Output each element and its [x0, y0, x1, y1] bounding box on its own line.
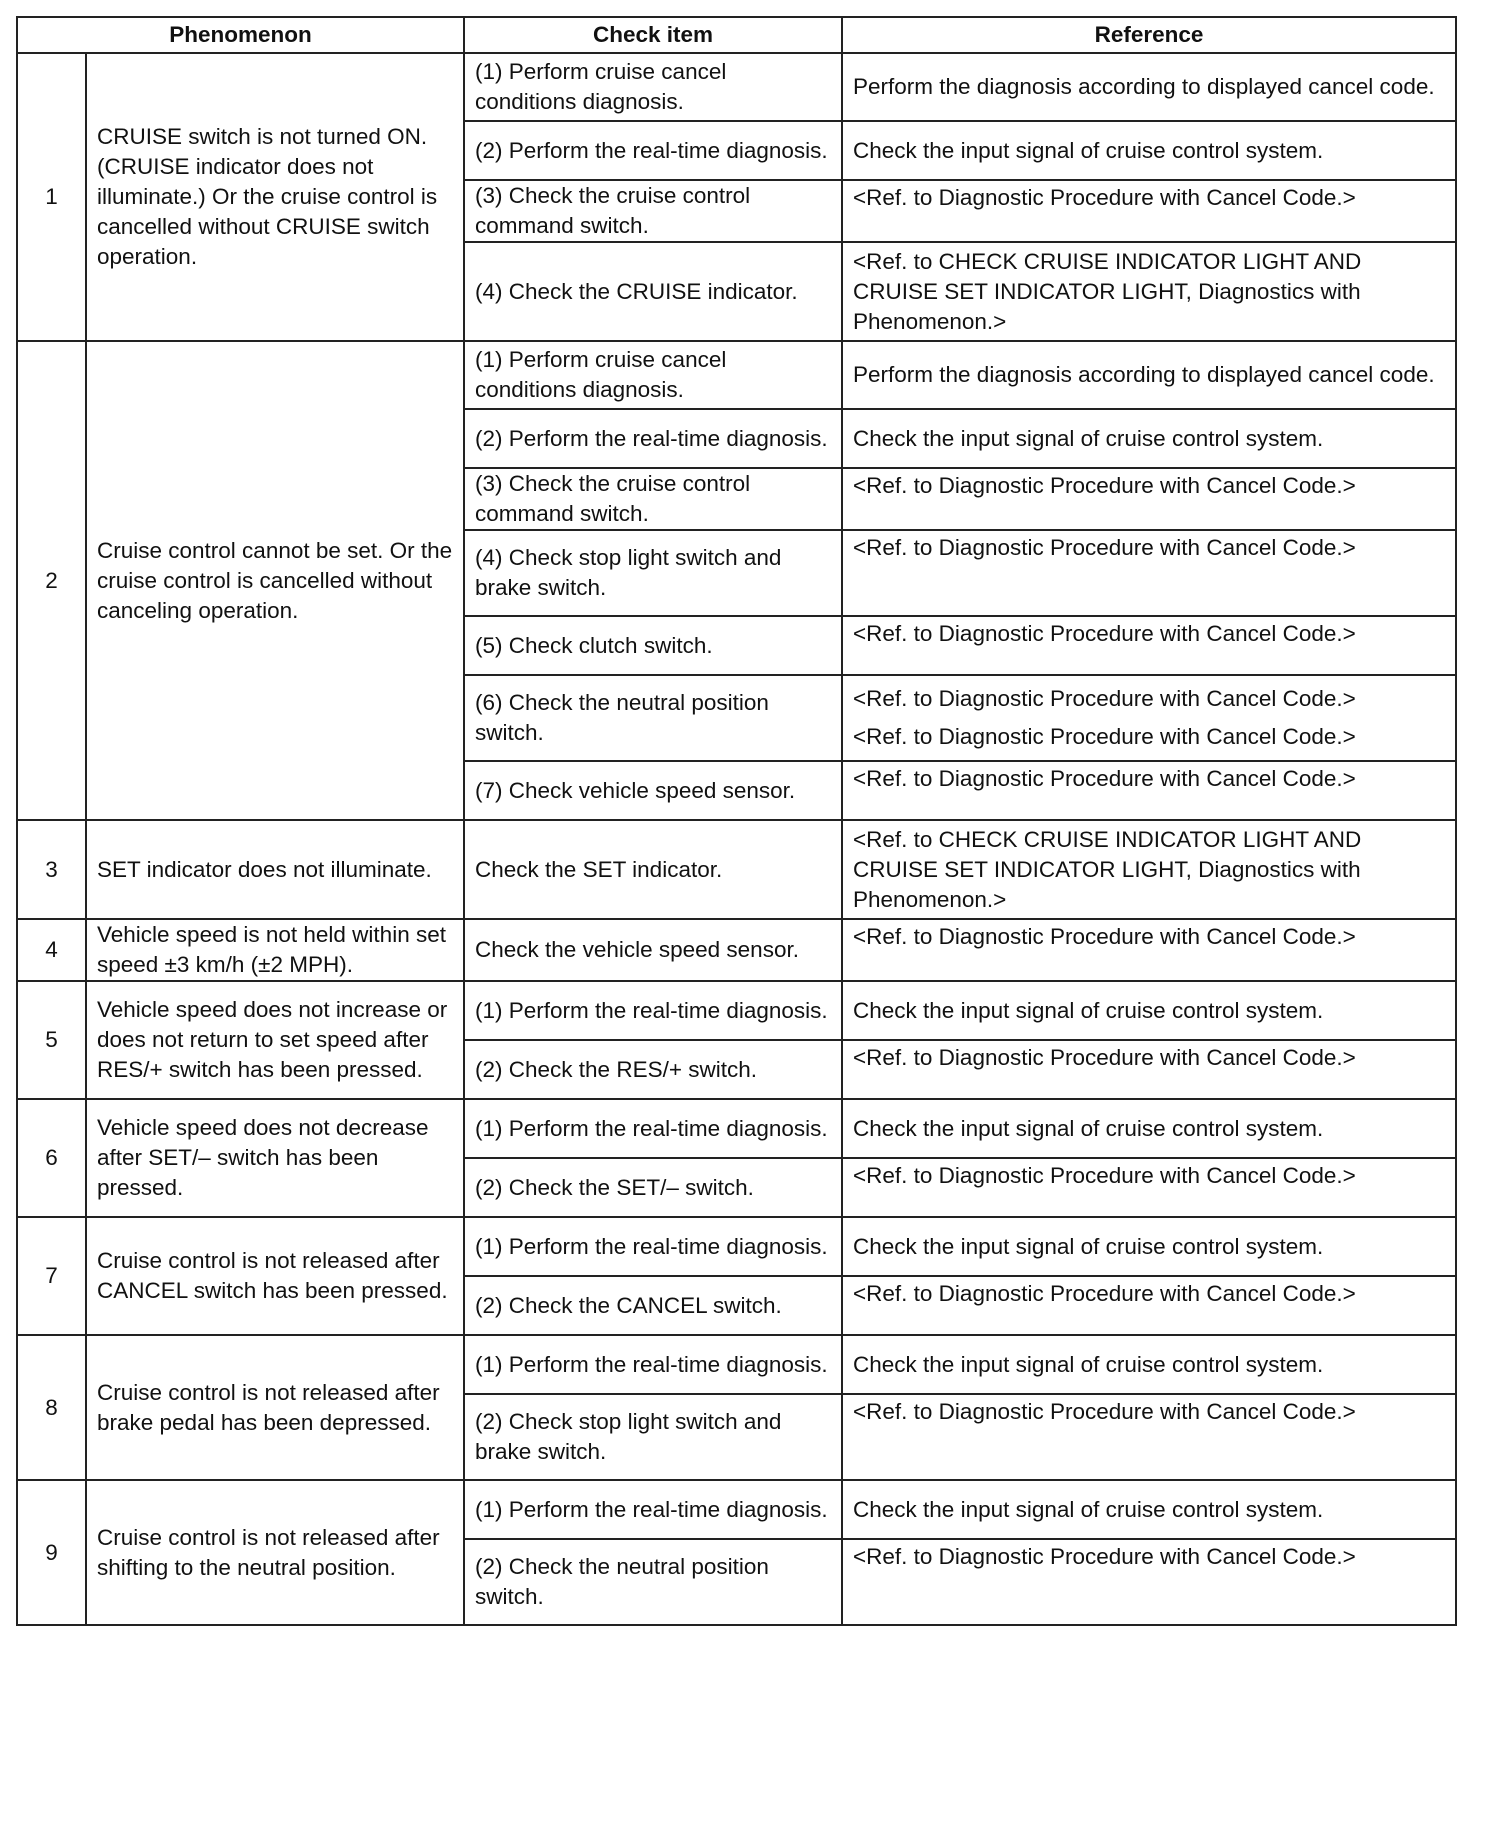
check-item-cell: (1) Perform cruise cancel conditions diagnosis.: [464, 53, 842, 121]
table-row: [17, 53, 1456, 121]
check-item-cell: (1) Perform the real-time diagnosis.: [464, 1217, 842, 1276]
reference-cell: [842, 468, 1456, 530]
reference-cell: [842, 1217, 1456, 1276]
check-item-cell: (2) Check the neutral position switch.: [464, 1539, 842, 1625]
reference-cell: [842, 530, 1456, 616]
check-item-cell: (2) Check the CANCEL switch.: [464, 1276, 842, 1335]
reference-text: <Ref. to Diagnostic Procedure with Cancel Code.>: [853, 686, 1356, 711]
reference-text: <Ref. to Diagnostic Procedure with Cancel Code.>: [853, 473, 1356, 498]
phenomenon-cell: Cruise control is not released after CANCEL switch has been pressed.: [86, 1217, 464, 1335]
table-row: [17, 820, 1456, 919]
reference-text: <Ref. to Diagnostic Procedure with Cancel Code.>: [853, 924, 1356, 949]
reference-cell: [842, 1394, 1456, 1480]
reference-text: Check the input signal of cruise control system.: [853, 1233, 1324, 1259]
reference-text: Check the input signal of cruise control system.: [853, 1351, 1324, 1377]
reference-cell: [842, 820, 1456, 919]
reference-text: Check the input signal of cruise control system.: [853, 137, 1324, 163]
reference-cell: [842, 1335, 1456, 1394]
table-row: [17, 1099, 1456, 1158]
reference-text: <Ref. to Diagnostic Procedure with Cancel Code.>: [853, 1281, 1356, 1306]
phenomenon-cell: Cruise control is not released after shifting to the neutral position.: [86, 1480, 464, 1625]
reference-cell: [842, 409, 1456, 468]
reference-text: Check the input signal of cruise control system.: [853, 1115, 1324, 1141]
row-number: 1: [17, 53, 86, 341]
phenomenon-cell: Vehicle speed is not held within set speed ±3 km/h (±2 MPH).: [86, 919, 464, 981]
check-item-cell: (1) Perform the real-time diagnosis.: [464, 981, 842, 1040]
reference-cell: [842, 919, 1456, 981]
row-number: 9: [17, 1480, 86, 1625]
diagnostics-table: [16, 16, 1457, 1626]
phenomenon-cell: Cruise control is not released after brake pedal has been depressed.: [86, 1335, 464, 1480]
row-number: 3: [17, 820, 86, 919]
header-row: [17, 17, 1456, 53]
reference-text: <Ref. to CHECK CRUISE INDICATOR LIGHT AND CRUISE SET INDICATOR LIGHT, Diagnostics with Phenomenon.>: [853, 248, 1362, 334]
table-row: [17, 1480, 1456, 1539]
table-row: [17, 1217, 1456, 1276]
check-item-cell: (6) Check the neutral position switch.: [464, 675, 842, 761]
reference-text: <Ref. to Diagnostic Procedure with Cancel Code.>: [853, 535, 1356, 560]
table-row: [17, 919, 1456, 981]
check-item-cell: (1) Perform the real-time diagnosis.: [464, 1335, 842, 1394]
row-number: 8: [17, 1335, 86, 1480]
check-item-cell: (2) Perform the real-time diagnosis.: [464, 121, 842, 180]
phenomenon-cell: CRUISE switch is not turned ON. (CRUISE indicator does not illuminate.) Or the cruise control is cancelled without CRUISE switch operation.: [86, 53, 464, 341]
phenomenon-cell: Cruise control cannot be set. Or the cruise control is cancelled without canceling operation.: [86, 341, 464, 820]
phenomenon-cell: Vehicle speed does not decrease after SET/– switch has been pressed.: [86, 1099, 464, 1217]
check-item-cell: (3) Check the cruise control command switch.: [464, 180, 842, 242]
check-item-cell: (1) Perform cruise cancel conditions diagnosis.: [464, 341, 842, 409]
header-phenomenon: Phenomenon: [17, 17, 464, 53]
reference-cell: [842, 1480, 1456, 1539]
reference-text: <Ref. to Diagnostic Procedure with Cancel Code.>: [853, 1045, 1356, 1070]
reference-text: <Ref. to Diagnostic Procedure with Cancel Code.>: [853, 185, 1356, 210]
header-check-item: Check item: [464, 17, 842, 53]
check-item-cell: (5) Check clutch switch.: [464, 616, 842, 675]
check-item-cell: (7) Check vehicle speed sensor.: [464, 761, 842, 820]
reference-text: Check the input signal of cruise control system.: [853, 997, 1324, 1023]
reference-text: <Ref. to CHECK CRUISE INDICATOR LIGHT AND CRUISE SET INDICATOR LIGHT, Diagnostics with Phenomenon.>: [853, 826, 1362, 912]
table-row: [17, 981, 1456, 1040]
row-number: 2: [17, 341, 86, 820]
row-number: 5: [17, 981, 86, 1099]
reference-cell: [842, 1158, 1456, 1217]
check-item-cell: (2) Check stop light switch and brake switch.: [464, 1394, 842, 1480]
reference-text: Perform the diagnosis according to displayed cancel code.: [853, 74, 1435, 99]
reference-text: <Ref. to Diagnostic Procedure with Cancel Code.>: [853, 1544, 1356, 1569]
reference-cell: [842, 1539, 1456, 1625]
check-item-cell: (3) Check the cruise control command switch.: [464, 468, 842, 530]
check-item-cell: (2) Perform the real-time diagnosis.: [464, 409, 842, 468]
reference-text: <Ref. to Diagnostic Procedure with Cancel Code.>: [853, 621, 1356, 646]
row-number: 4: [17, 919, 86, 981]
reference-text: Perform the diagnosis according to displayed cancel code.: [853, 362, 1435, 387]
reference-cell: [842, 1276, 1456, 1335]
check-item-cell: Check the vehicle speed sensor.: [464, 919, 842, 981]
reference-text: <Ref. to Diagnostic Procedure with Cancel Code.>: [853, 766, 1356, 791]
reference-cell: [842, 981, 1456, 1040]
reference-cell: [842, 1099, 1456, 1158]
check-item-cell: (4) Check the CRUISE indicator.: [464, 242, 842, 341]
reference-text: Check the input signal of cruise control system.: [853, 425, 1324, 451]
reference-cell: [842, 121, 1456, 180]
reference-cell: [842, 1040, 1456, 1099]
check-item-cell: Check the SET indicator.: [464, 820, 842, 919]
check-item-cell: (1) Perform the real-time diagnosis.: [464, 1480, 842, 1539]
table-row: [17, 1335, 1456, 1394]
table-row: [17, 341, 1456, 409]
check-item-cell: (2) Check the SET/– switch.: [464, 1158, 842, 1217]
reference-cell: [842, 180, 1456, 242]
reference-text: <Ref. to Diagnostic Procedure with Cancel Code.>: [853, 1163, 1356, 1188]
reference-text: <Ref. to Diagnostic Procedure with Cancel Code.>: [853, 1399, 1356, 1424]
check-item-cell: (2) Check the RES/+ switch.: [464, 1040, 842, 1099]
reference-text: Check the input signal of cruise control system.: [853, 1496, 1324, 1522]
reference-text: <Ref. to Diagnostic Procedure with Cancel Code.>: [853, 724, 1356, 749]
row-number: 6: [17, 1099, 86, 1217]
row-number: 7: [17, 1217, 86, 1335]
reference-cell: [842, 242, 1456, 341]
header-reference: Reference: [842, 17, 1456, 53]
phenomenon-cell: SET indicator does not illuminate.: [86, 820, 464, 919]
reference-cell: [842, 761, 1456, 820]
reference-cell: [842, 341, 1456, 409]
check-item-cell: (1) Perform the real-time diagnosis.: [464, 1099, 842, 1158]
phenomenon-cell: Vehicle speed does not increase or does not return to set speed after RES/+ switch has been pressed.: [86, 981, 464, 1099]
reference-cell: [842, 53, 1456, 121]
table-body: [17, 53, 1456, 1625]
reference-cell: [842, 616, 1456, 675]
check-item-cell: (4) Check stop light switch and brake switch.: [464, 530, 842, 616]
reference-cell: [842, 675, 1456, 761]
